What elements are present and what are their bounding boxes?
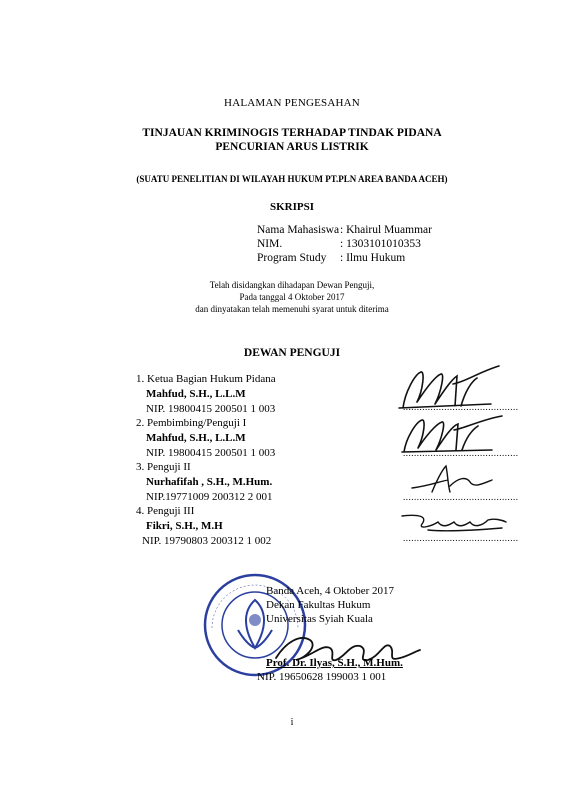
board-role: 4. Penguji III bbox=[136, 505, 195, 517]
dean-name: Prof. Dr. Ilyas, S.H., M.Hum. bbox=[266, 657, 403, 669]
thesis-subtitle: (SUATU PENELITIAN DI WILAYAH HUKUM PT.PLN AREA BANDA ACEH) bbox=[136, 174, 448, 184]
signature-ketua bbox=[395, 362, 505, 412]
approval-note-line-1: Telah disidangkan dihadapan Dewan Penguji, bbox=[209, 280, 375, 290]
approval-note-line-2: Pada tanggal 4 Oktober 2017 bbox=[239, 292, 345, 302]
dean-position: Dekan Fakultas Hukum bbox=[266, 599, 371, 611]
board-role: 1. Ketua Bagian Hukum Pidana bbox=[136, 373, 276, 385]
thesis-title-line-2: PENCURIAN ARUS LISTRIK bbox=[215, 141, 369, 153]
signature-penguji-3 bbox=[398, 510, 508, 536]
signature-line-2: .......................................... bbox=[403, 448, 519, 458]
student-value-nim: : 1303101010353 bbox=[340, 238, 421, 250]
board-nip: NIP.19771009 200312 2 001 bbox=[146, 491, 273, 503]
board-role: 2. Pembimbing/Penguji I bbox=[136, 417, 247, 429]
signature-penguji-2 bbox=[408, 462, 498, 496]
board-name: Mahfud, S.H., L.L.M bbox=[146, 388, 246, 400]
student-value-program: : Ilmu Hukum bbox=[340, 252, 406, 264]
place-date: Banda Aceh, 4 Oktober 2017 bbox=[266, 585, 394, 597]
signature-penguji-1 bbox=[398, 412, 508, 456]
student-label-nim: NIM. bbox=[257, 238, 283, 250]
document-type: SKRIPSI bbox=[269, 201, 315, 213]
board-nip: NIP. 19800415 200501 1 003 bbox=[146, 447, 276, 459]
signature-line-3: .......................................... bbox=[403, 492, 519, 502]
page-number: i bbox=[290, 717, 294, 728]
board-title: DEWAN PENGUJI bbox=[243, 347, 341, 359]
board-member-3 bbox=[136, 460, 273, 505]
board-name: Mahfud, S.H., L.L.M bbox=[146, 432, 246, 444]
student-value-name: : Khairul Muammar bbox=[340, 224, 432, 236]
signature-line-4: .......................................... bbox=[403, 533, 519, 543]
dean-nip: NIP. 19650628 199003 1 001 bbox=[257, 671, 387, 683]
board-nip: NIP. 19800415 200501 1 003 bbox=[146, 403, 276, 415]
thesis-title-line-1: TINJAUAN KRIMINOGIS TERHADAP TINDAK PIDANA bbox=[142, 127, 442, 139]
board-name: Fikri, S.H., M.H bbox=[146, 520, 223, 532]
thesis-title bbox=[0, 126, 584, 154]
board-member-4 bbox=[136, 504, 271, 549]
board-member-1 bbox=[136, 372, 276, 417]
board-role: 3. Penguji II bbox=[136, 461, 191, 473]
board-name: Nurhafifah , S.H., M.Hum. bbox=[146, 476, 273, 488]
student-label-name: Nama Mahasiswa bbox=[257, 224, 340, 236]
university-name: Universitas Syiah Kuala bbox=[266, 613, 373, 625]
board-nip: NIP. 19790803 200312 1 002 bbox=[142, 535, 272, 547]
board-member-2 bbox=[136, 416, 275, 461]
student-label-program: Program Study bbox=[257, 252, 327, 264]
page-heading: HALAMAN PENGESAHAN bbox=[224, 97, 360, 109]
signature-line-1: .......................................... bbox=[403, 402, 519, 412]
approval-note bbox=[0, 279, 584, 315]
approval-note-line-3: dan dinyatakan telah memenuhi syarat untuk diterima bbox=[195, 304, 389, 314]
